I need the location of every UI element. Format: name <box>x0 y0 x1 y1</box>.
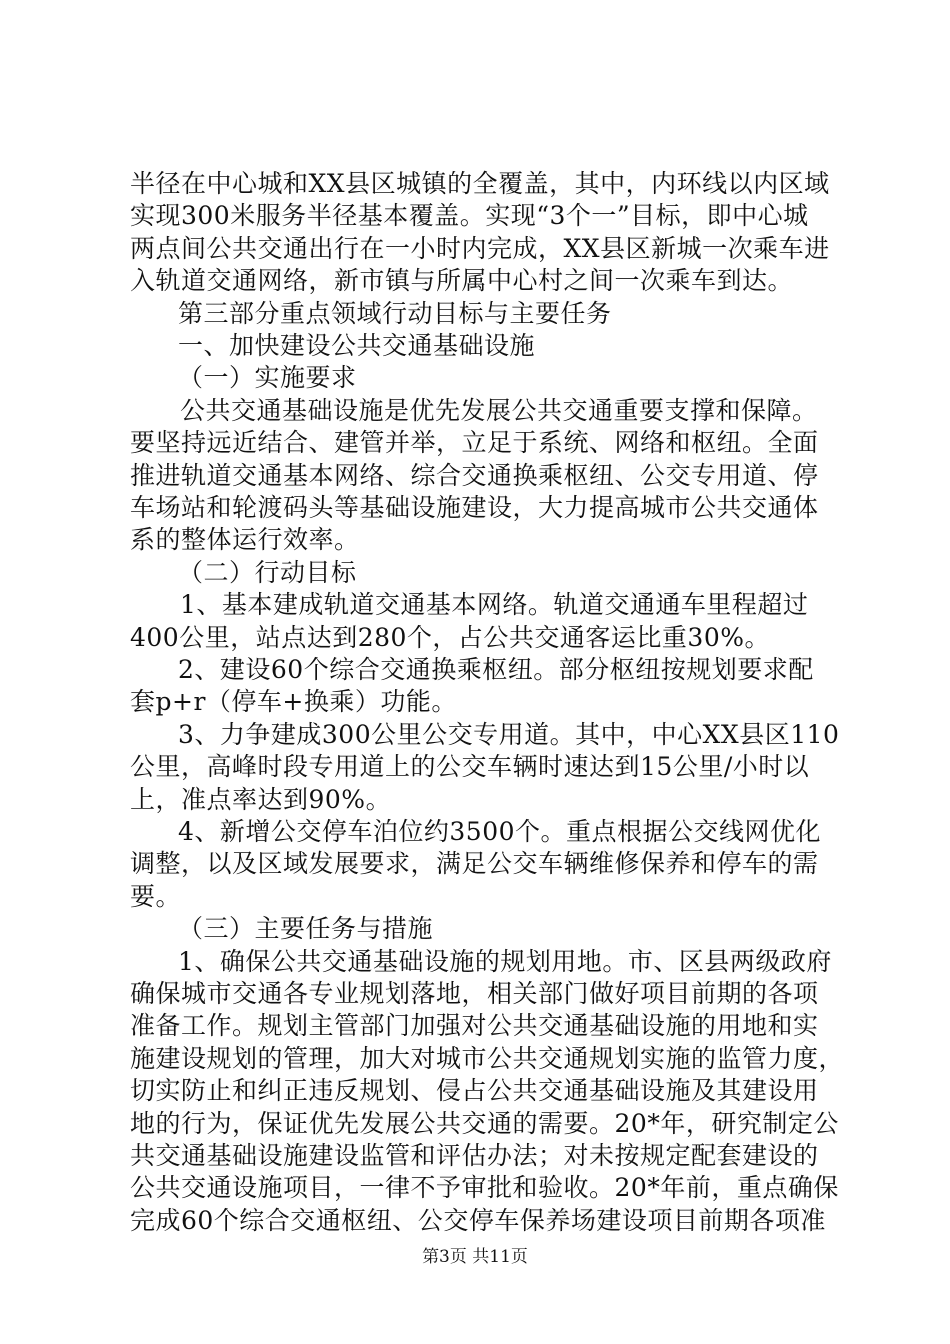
subsection-heading: （三）主要任务与措施 <box>178 914 434 944</box>
body-line: 400公里，站点达到280个，占公共交通客运比重30%。 <box>130 622 771 652</box>
section-heading: 一、加快建设公共交通基础设施 <box>178 331 536 360</box>
subsection-heading: （二）行动目标 <box>178 557 357 587</box>
body-line: 入轨道交通网络，新市镇与所属中心村之间一次乘车到达。 <box>130 266 794 296</box>
body-line: 完成60个综合交通枢纽、公交停车保养场建设项目前期各项准 <box>130 1205 826 1235</box>
body-line: 切实防止和纠正违反规划、侵占公共交通基础设施及其建设用 <box>130 1076 819 1106</box>
body-line: 确保城市交通各专业规划落地，相关部门做好项目前期的各项 <box>130 979 819 1008</box>
body-line: 1、确保公共交通基础设施的规划用地。市、区县两级政府 <box>178 946 832 976</box>
body-line: 套p+r（停车+换乘）功能。 <box>130 687 457 717</box>
subsection-heading: （一）实施要求 <box>178 363 357 393</box>
body-line: 两点间公共交通出行在一小时内完成，XX县区新城一次乘车进 <box>130 233 830 263</box>
body-line: 推进轨道交通基本网络、综合交通换乘枢纽、公交专用道、停 <box>130 460 819 490</box>
body-line: 3、力争建成300公里公交专用道。其中，中心XX县区110 <box>178 719 840 749</box>
body-line: 公共交通设施项目，一律不予审批和验收。20*年前，重点确保 <box>130 1173 839 1203</box>
body-line: 公里，高峰时段专用道上的公交车辆时速达到15公里/小时以 <box>130 752 810 782</box>
body-line: 要坚持远近结合、建管并举，立足于系统、网络和枢纽。全面 <box>130 428 819 458</box>
body-line: 1、基本建成轨道交通基本网络。轨道交通通车里程超过 <box>180 590 809 620</box>
body-line: 实现300米服务半径基本覆盖。实现“3个一”目标，即中心城 <box>130 201 809 231</box>
body-line: 调整，以及区域发展要求，满足公交车辆维修保养和停车的需 <box>130 849 819 879</box>
body-line: 地的行为，保证优先发展公共交通的需要。20*年，研究制定公 <box>130 1108 839 1138</box>
body-line: 共交通基础设施建设监管和评估办法；对未按规定配套建设的 <box>130 1141 819 1170</box>
body-line: 半径在中心城和XX县区城镇的全覆盖，其中，内环线以内区域 <box>130 169 830 198</box>
body-line: 施建设规划的管理，加大对城市公共交通规划实施的监管力度， <box>130 1043 845 1073</box>
body-line: 公共交通基础设施是优先发展公共交通重要支撑和保障。 <box>180 395 818 425</box>
body-line: 2、建设60个综合交通换乘枢纽。部分枢纽按规划要求配 <box>178 655 814 684</box>
page-number-footer: 第3页 共11页 <box>422 1247 528 1267</box>
part-heading: 第三部分重点领域行动目标与主要任务 <box>178 298 612 328</box>
body-line: 4、新增公交停车泊位约3500个。重点根据公交线网优化 <box>178 817 822 846</box>
body-line: 车场站和轮渡码头等基础设施建设，大力提高城市公共交通体 <box>130 493 819 522</box>
body-line: 要。 <box>130 881 182 911</box>
body-line: 系的整体运行效率。 <box>130 525 360 555</box>
body-line: 准备工作。规划主管部门加强对公共交通基础设施的用地和实 <box>130 1011 819 1041</box>
body-line: 上，准点率达到90%。 <box>130 784 392 814</box>
